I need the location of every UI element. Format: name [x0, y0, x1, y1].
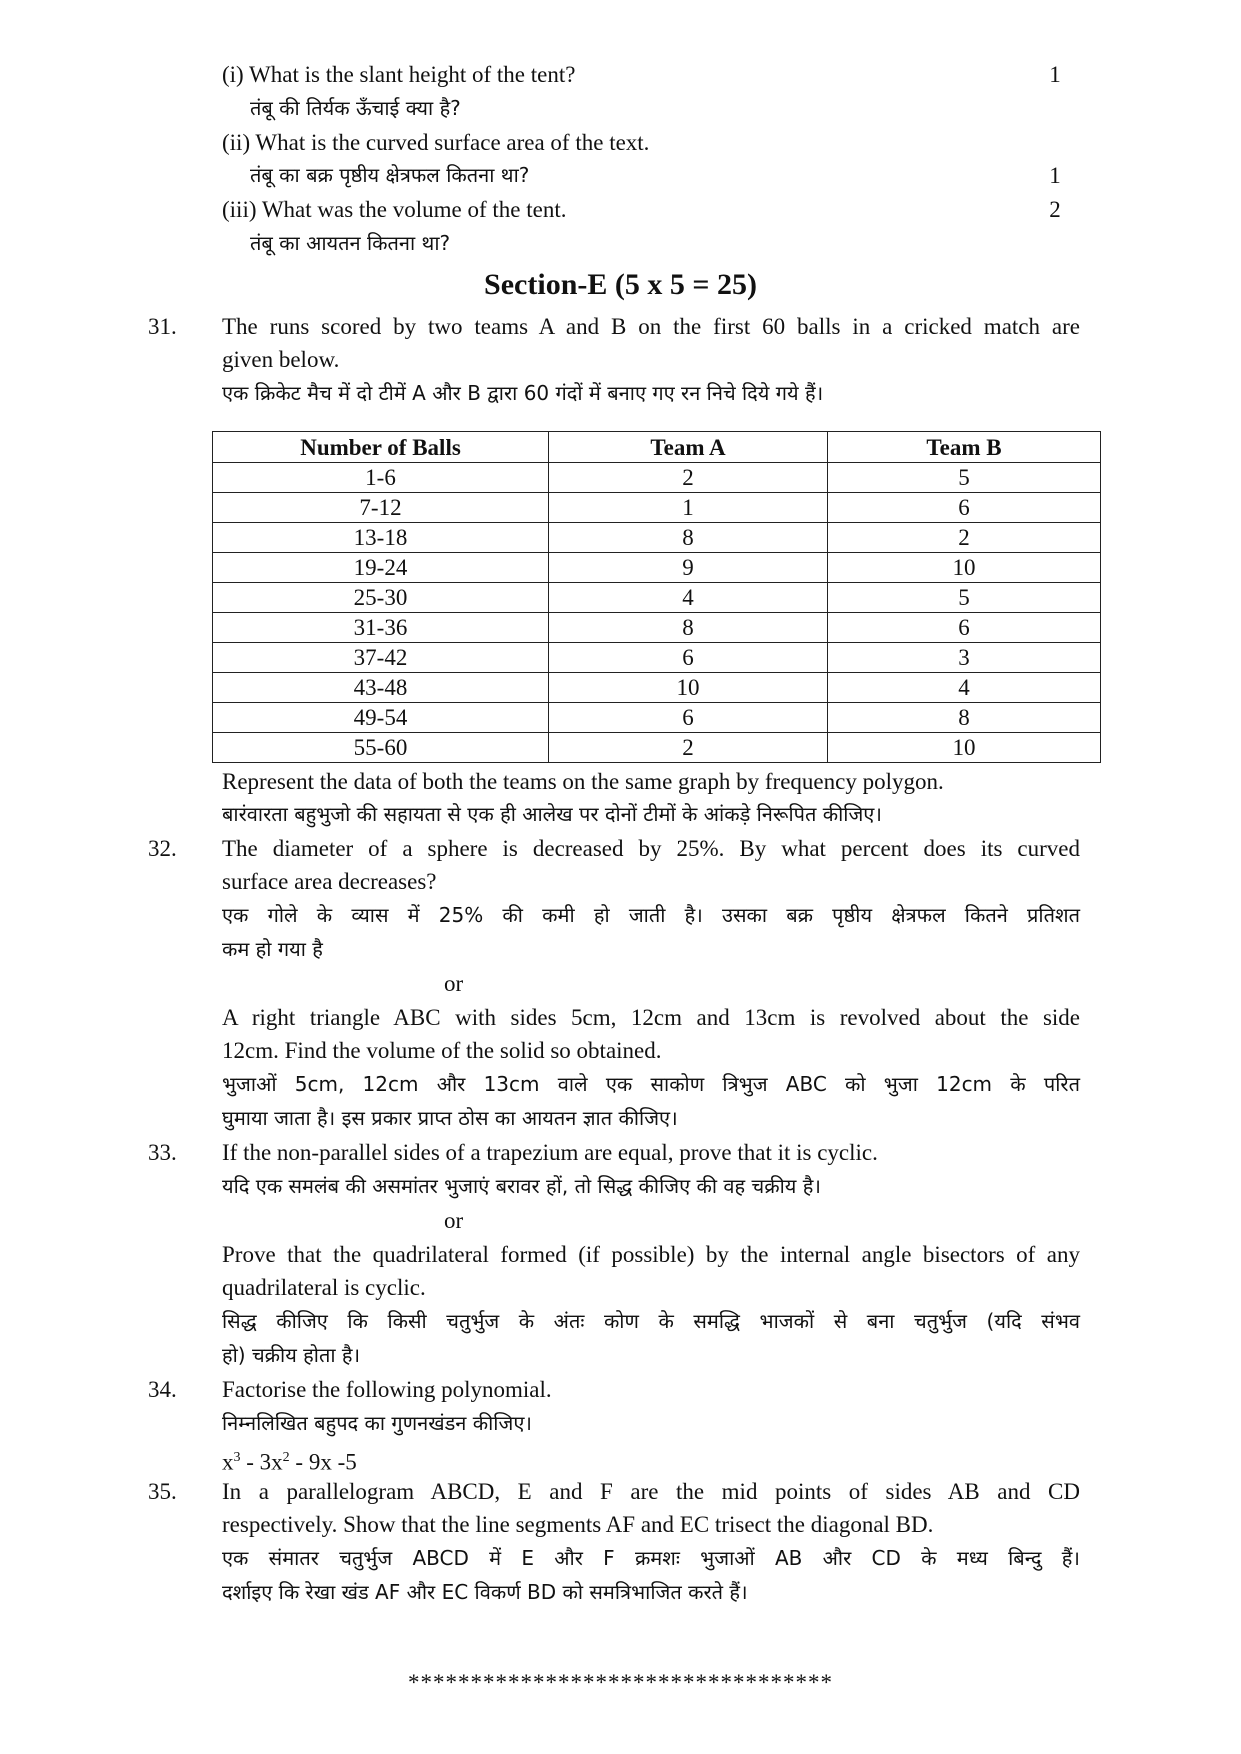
- footer-stars: **********************************: [408, 1670, 833, 1695]
- cell-team-a: 10: [549, 673, 828, 703]
- cell-balls: 19-24: [213, 553, 549, 583]
- table-row: [213, 733, 1101, 763]
- header-team-b: Team B: [828, 432, 1101, 463]
- cell-team-b: 2: [828, 523, 1101, 553]
- table-row: [213, 463, 1101, 493]
- q35-hindi-line2: दर्शाइए कि रेखा खंड AF और EC विकर्ण BD को समत्रिभाजित करते हैं।: [222, 1580, 748, 1604]
- cell-balls: 13-18: [213, 523, 549, 553]
- header-team-a: Team A: [549, 432, 828, 463]
- q34-number: 34.: [148, 1377, 177, 1402]
- cell-balls: 37-42: [213, 643, 549, 673]
- question-i-marks: 1: [1049, 62, 1061, 87]
- q33-number: 33.: [148, 1140, 177, 1165]
- question-ii-hindi: तंबू का बक्र पृष्ठीय क्षेत्रफल कितना था?: [250, 163, 530, 187]
- q32-english-line2: surface area decreases?: [222, 869, 437, 894]
- q32-hindi-line2: कम हो गया है: [222, 937, 323, 961]
- q35-english-line2: respectively. Show that the line segments AF and EC trisect the diagonal BD.: [222, 1512, 934, 1537]
- table-row: [213, 523, 1101, 553]
- poly-mid: - 3x: [240, 1449, 283, 1475]
- question-i-hindi: तंबू की तिर्यक ऊँचाई क्या है?: [250, 96, 461, 120]
- q33-english: If the non-parallel sides of a trapezium are equal, prove that it is cyclic.: [222, 1140, 878, 1165]
- q33-alt-english-line2: quadrilateral is cyclic.: [222, 1275, 426, 1300]
- question-i-english: (i) What is the slant height of the tent?: [222, 62, 576, 87]
- q34-hindi: निम्नलिखित बहुपद का गुणनखंडन कीजिए।: [222, 1411, 532, 1435]
- q33-hindi: यदि एक समलंब की असमांतर भुजाएं बरावर हों, तो सिद्ध कीजिए की वह चक्रीय है।: [222, 1174, 821, 1198]
- q31-task-hindi: बारंवारता बहुभुजो की सहायता से एक ही आलेख पर दोनों टीमों के आंकड़े निरूपित कीजिए।: [222, 802, 882, 826]
- question-ii-english: (ii) What is the curved surface area of the text.: [222, 130, 650, 155]
- cell-balls: 55-60: [213, 733, 549, 763]
- table-row: [213, 613, 1101, 643]
- cell-balls: 7-12: [213, 493, 549, 523]
- cell-team-b: 5: [828, 463, 1101, 493]
- header-number-of-balls: Number of Balls: [213, 432, 549, 463]
- cell-team-a: 8: [549, 523, 828, 553]
- table-row: [213, 643, 1101, 673]
- question-iii-marks: 2: [1049, 197, 1061, 222]
- q31-hindi: एक क्रिकेट मैच में दो टीमें A और B द्वारा 60 गंदों में बनाए गए रन निचे दिये गये हैं।: [222, 381, 824, 405]
- cell-team-b: 6: [828, 493, 1101, 523]
- cell-balls: 1-6: [213, 463, 549, 493]
- q32-number: 32.: [148, 836, 177, 861]
- q32-hindi-line1: एक गोले के व्यास में 25% की कमी हो जाती है। उसका बक्र पृष्ठीय क्षेत्रफल कितने प्रतिशत: [222, 903, 1080, 927]
- poly-exp2: 2: [282, 1450, 290, 1465]
- table-row: [213, 703, 1101, 733]
- q32-or: or: [444, 971, 464, 996]
- q35-hindi-line1: एक संमातर चतुर्भुज ABCD में E और F क्रमशः भुजाओं AB और CD के मध्य बिन्दु हैं।: [222, 1546, 1080, 1570]
- cell-team-b: 10: [828, 733, 1101, 763]
- question-iii-english: (iii) What was the volume of the tent.: [222, 197, 567, 222]
- question-iii-hindi: तंबू का आयतन कितना था?: [250, 231, 451, 255]
- table-header-row: [213, 432, 1101, 463]
- cell-team-a: 8: [549, 613, 828, 643]
- q33-alt-english-line1: Prove that the quadrilateral formed (if possible) by the internal angle bisectors of any: [222, 1242, 1080, 1267]
- cell-team-b: 6: [828, 613, 1101, 643]
- table-row: [213, 493, 1101, 523]
- runs-table: [212, 431, 1101, 763]
- q32-alt-english-line1: A right triangle ABC with sides 5cm, 12cm and 13cm is revolved about the side: [222, 1005, 1080, 1030]
- q32-alt-hindi-line1: भुजाओं 5cm, 12cm और 13cm वाले एक साकोण त्रिभुज ABC को भुजा 12cm के परित: [222, 1072, 1080, 1096]
- cell-team-a: 4: [549, 583, 828, 613]
- cell-team-b: 5: [828, 583, 1101, 613]
- cell-team-b: 4: [828, 673, 1101, 703]
- cell-team-a: 6: [549, 643, 828, 673]
- q35-english-line1: In a parallelogram ABCD, E and F are the mid points of sides AB and CD: [222, 1479, 1080, 1504]
- q31-english-line1: The runs scored by two teams A and B on the first 60 balls in a cricked match are: [222, 314, 1080, 339]
- cell-team-a: 1: [549, 493, 828, 523]
- q33-or: or: [444, 1208, 464, 1233]
- cell-balls: 25-30: [213, 583, 549, 613]
- table-row: [213, 553, 1101, 583]
- cell-balls: 31-36: [213, 613, 549, 643]
- cell-team-a: 2: [549, 733, 828, 763]
- q32-alt-hindi-line2: घुमाया जाता है। इस प्रकार प्राप्त ठोस का आयतन ज्ञात कीजिए।: [222, 1106, 678, 1130]
- q32-english-line1: The diameter of a sphere is decreased by 25%. By what percent does its curved: [222, 836, 1080, 861]
- question-ii-marks: 1: [1049, 163, 1061, 188]
- cell-team-a: 6: [549, 703, 828, 733]
- q31-number: 31.: [148, 314, 177, 339]
- poly-x: x: [222, 1449, 234, 1475]
- table-row: [213, 583, 1101, 613]
- q35-number: 35.: [148, 1479, 177, 1504]
- section-title: Section-E (5 x 5 = 25): [484, 268, 757, 301]
- q33-alt-hindi-line2: हो) चक्रीय होता है।: [222, 1343, 361, 1367]
- cell-team-b: 8: [828, 703, 1101, 733]
- q32-alt-english-line2: 12cm. Find the volume of the solid so obtained.: [222, 1038, 662, 1063]
- poly-exp3: 3: [233, 1450, 241, 1465]
- cell-team-a: 2: [549, 463, 828, 493]
- cell-balls: 43-48: [213, 673, 549, 703]
- q34-polynomial: [222, 1443, 357, 1477]
- cell-balls: 49-54: [213, 703, 549, 733]
- q31-task-english: Represent the data of both the teams on the same graph by frequency polygon.: [222, 769, 944, 794]
- cell-team-b: 10: [828, 553, 1101, 583]
- q33-alt-hindi-line1: सिद्ध कीजिए कि किसी चतुर्भुज के अंतः कोण के समद्धि भाजकों से बना चतुर्भुज (यदि संभव: [222, 1309, 1080, 1333]
- cell-team-a: 9: [549, 553, 828, 583]
- table-row: [213, 673, 1101, 703]
- poly-end: - 9x -5: [289, 1449, 357, 1475]
- cell-team-b: 3: [828, 643, 1101, 673]
- q34-english: Factorise the following polynomial.: [222, 1377, 552, 1402]
- q31-english-line2: given below.: [222, 347, 340, 372]
